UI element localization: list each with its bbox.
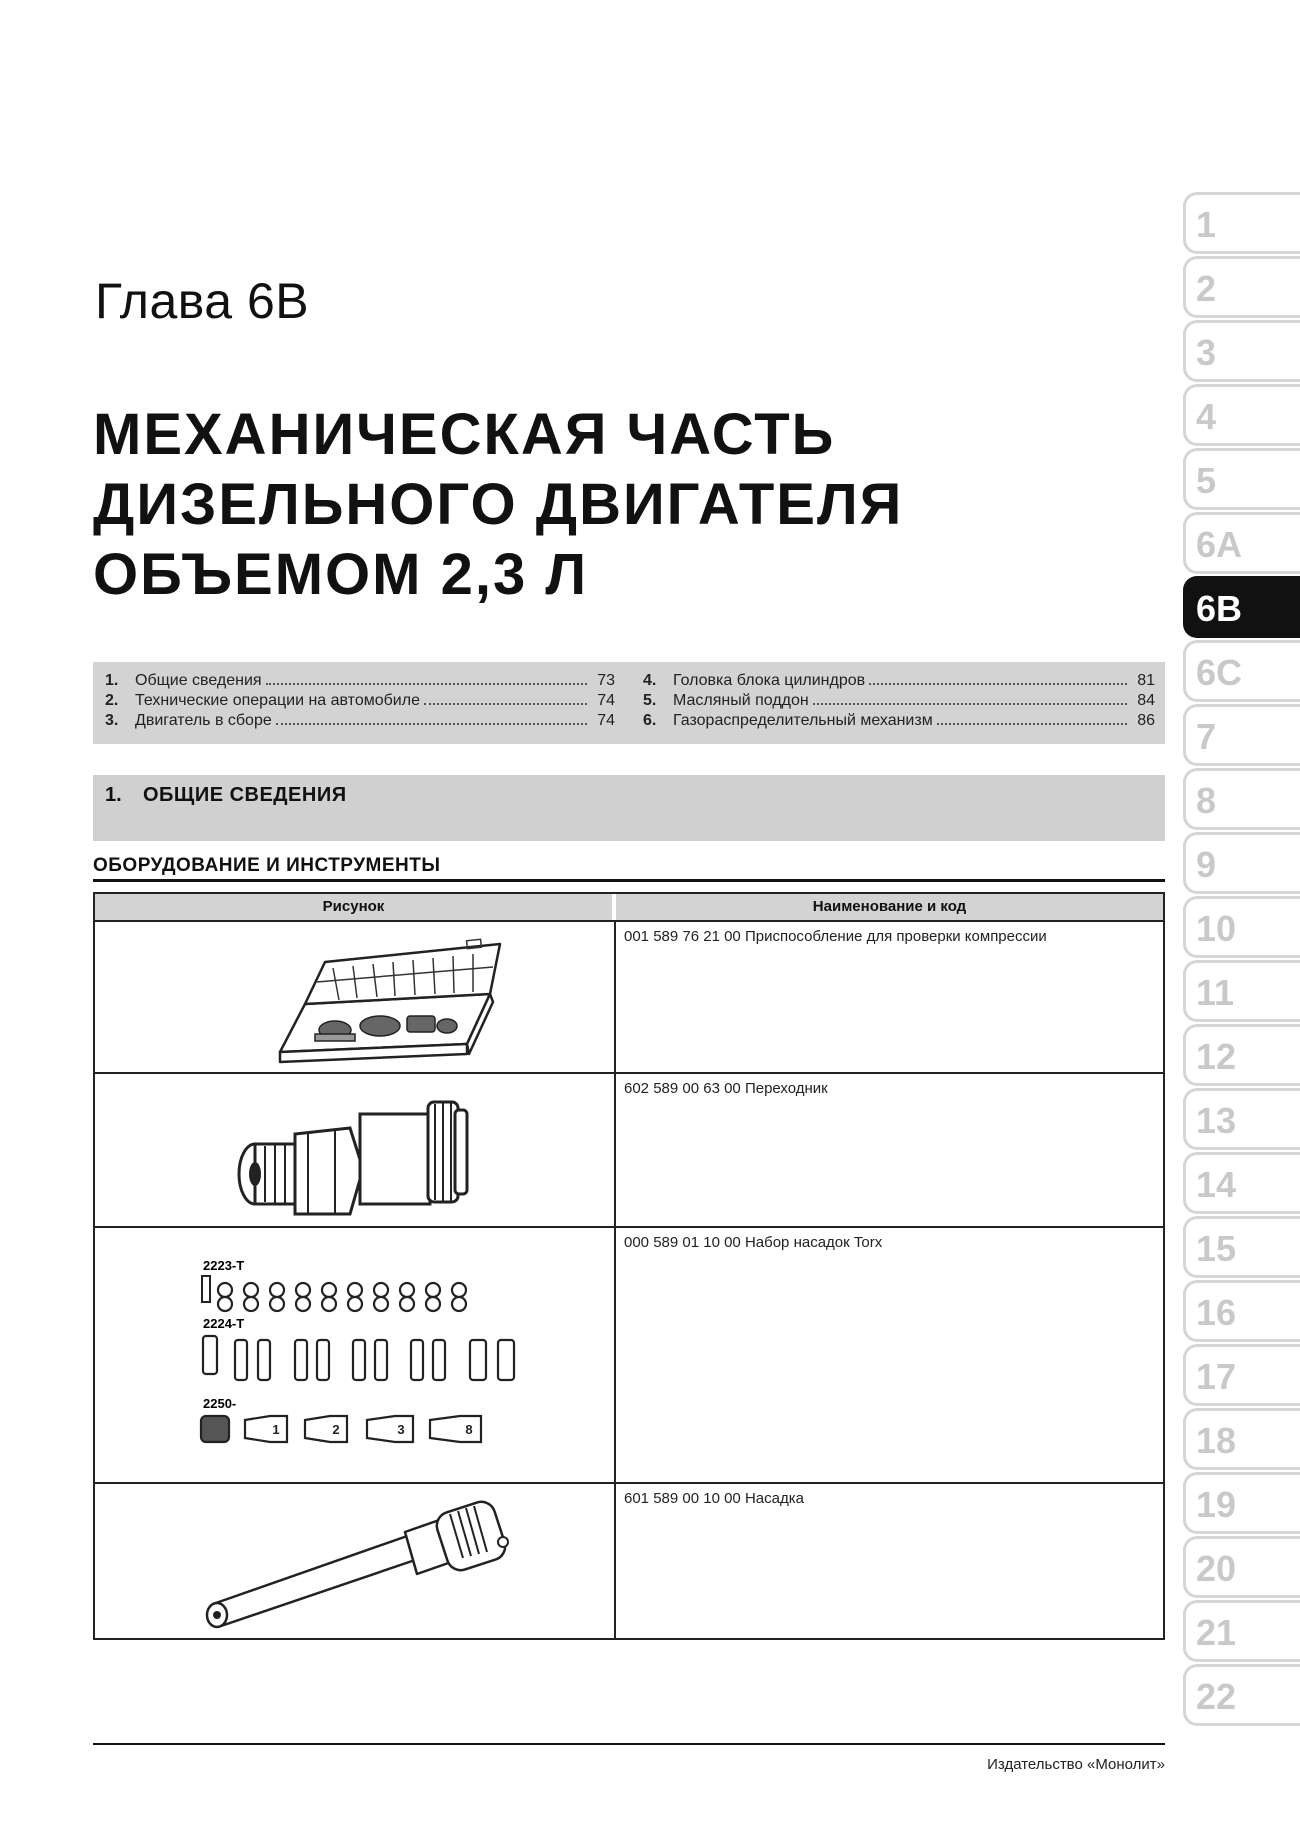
torx-socket-icon <box>218 1283 232 1297</box>
chapter-tab[interactable] <box>1183 704 1300 766</box>
section-number: 1. <box>105 784 122 806</box>
chapter-tab-label: 1 <box>1196 204 1217 245</box>
tools-table <box>93 892 1165 1640</box>
chapter-tab[interactable] <box>1183 1408 1300 1470</box>
header-name: Наименование и код <box>616 894 1163 920</box>
toc-num: 4. <box>643 672 657 689</box>
toc-leader <box>424 702 587 705</box>
chapter-tab[interactable] <box>1183 192 1300 254</box>
chapter-tab[interactable] <box>1183 384 1300 446</box>
chapter-tabs <box>1183 192 1300 1728</box>
chapter-tab[interactable] <box>1183 1088 1300 1150</box>
compression-tester-case-icon <box>95 922 614 1074</box>
chapter-tab-label: 19 <box>1196 1484 1237 1525</box>
picture-cell <box>95 1074 616 1226</box>
torx-bit-icon <box>235 1340 247 1380</box>
toc-text: Общие сведения <box>135 672 262 689</box>
chapter-tab[interactable] <box>1183 640 1300 702</box>
torx-socket-set-icon <box>95 1228 614 1484</box>
title-line: МЕХАНИЧЕСКАЯ ЧАСТЬ <box>93 402 836 467</box>
toc-text: Двигатель в сборе <box>135 712 272 729</box>
toc-entry[interactable] <box>643 692 1155 712</box>
torx-socket-icon <box>374 1283 388 1297</box>
chapter-tab-label: 12 <box>1196 1036 1237 1077</box>
chapter-tab-label: 6C <box>1196 652 1243 693</box>
toc-leader <box>813 702 1127 705</box>
chapter-title <box>93 400 1093 610</box>
bit-size-label: 2 <box>332 1422 340 1437</box>
picture-cell <box>95 922 616 1072</box>
torx-label-2: 2224-T <box>203 1316 245 1331</box>
chapter-tab[interactable] <box>1183 448 1300 510</box>
chapter-tab-label: 6B <box>1196 588 1243 629</box>
tool-name: 601 589 00 10 00 Насадка <box>624 1490 804 1507</box>
toc-num: 1. <box>105 672 119 689</box>
torx-bit-icon <box>433 1340 445 1380</box>
toc-leader <box>276 722 587 725</box>
chapter-tab-label: 10 <box>1196 908 1237 949</box>
torx-socket-icon <box>426 1297 440 1311</box>
toc-text: Технические операции на автомобиле <box>135 692 420 709</box>
chapter-tab-label: 3 <box>1196 332 1217 373</box>
chapter-tab-label: 4 <box>1196 396 1217 437</box>
chapter-tab-label: 13 <box>1196 1100 1237 1141</box>
table-header <box>95 894 1163 922</box>
torx-socket-icon <box>400 1283 414 1297</box>
chapter-tab[interactable] <box>1183 512 1300 574</box>
torx-socket-icon <box>244 1283 258 1297</box>
chapter-tab-label: 5 <box>1196 460 1217 501</box>
torx-bit-icon <box>353 1340 365 1380</box>
table-of-contents <box>93 662 1165 744</box>
chapter-tab[interactable] <box>1183 1344 1300 1406</box>
chapter-tab[interactable] <box>1183 768 1300 830</box>
socket-extension-icon <box>95 1484 614 1638</box>
toc-text: Масляный поддон <box>673 692 809 709</box>
toc-page: 81 <box>1137 672 1155 689</box>
toc-text: Головка блока цилиндров <box>673 672 866 689</box>
torx-bit-icon <box>258 1340 270 1380</box>
chapter-tab-label: 17 <box>1196 1356 1237 1397</box>
toc-leader <box>869 682 1127 685</box>
torx-socket-icon <box>452 1283 466 1297</box>
torx-bit-icon <box>317 1340 329 1380</box>
chapter-tab-label: 7 <box>1196 716 1217 757</box>
torx-socket-icon <box>218 1297 232 1311</box>
chapter-tab-label: 15 <box>1196 1228 1237 1269</box>
chapter-tab[interactable] <box>1183 576 1300 638</box>
torx-bit-icon <box>375 1340 387 1380</box>
torx-socket-icon <box>296 1283 310 1297</box>
torx-socket-icon <box>270 1297 284 1311</box>
table-row <box>95 1228 1163 1484</box>
adapter-icon <box>95 1074 614 1228</box>
chapter-tab[interactable] <box>1183 896 1300 958</box>
toc-page: 73 <box>597 672 615 689</box>
toc-right-column <box>643 672 1155 732</box>
toc-num: 6. <box>643 712 657 729</box>
toc-num: 2. <box>105 692 119 709</box>
table-row <box>95 922 1163 1074</box>
chapter-tab-label: 11 <box>1196 972 1235 1013</box>
chapter-tab-label: 21 <box>1196 1612 1237 1653</box>
torx-bit-icon <box>498 1340 514 1380</box>
chapter-label: Глава 6В <box>95 273 310 329</box>
torx-socket-icon <box>244 1297 258 1311</box>
toc-entry[interactable] <box>105 692 615 712</box>
chapter-tab[interactable] <box>1183 1472 1300 1534</box>
toc-page: 84 <box>1137 692 1155 709</box>
chapter-tab-label: 14 <box>1196 1164 1237 1205</box>
toc-num: 5. <box>643 692 657 709</box>
torx-socket-icon <box>426 1283 440 1297</box>
section-header <box>93 775 1165 841</box>
toc-entry[interactable] <box>105 672 615 692</box>
torx-socket-icon <box>348 1283 362 1297</box>
chapter-tab-label: 6A <box>1196 524 1243 565</box>
torx-socket-icon <box>348 1297 362 1311</box>
toc-text: Газораспределительный механизм <box>673 712 933 729</box>
picture-cell <box>95 1228 616 1482</box>
torx-bit-icon <box>411 1340 423 1380</box>
chapter-tab[interactable] <box>1183 1600 1300 1662</box>
toc-page: 74 <box>597 712 615 729</box>
chapter-tab-label: 22 <box>1196 1676 1237 1717</box>
bit-size-label: 8 <box>465 1422 473 1437</box>
footer-rule <box>93 1743 1165 1745</box>
tool-name: 000 589 01 10 00 Набор насадок Torx <box>624 1234 883 1251</box>
chapter-tab[interactable] <box>1183 1280 1300 1342</box>
chapter-tab[interactable] <box>1183 1152 1300 1214</box>
bit-size-label: 1 <box>272 1422 280 1437</box>
chapter-tab-label: 16 <box>1196 1292 1237 1333</box>
chapter-tab-label: 2 <box>1196 268 1217 309</box>
torx-socket-icon <box>452 1297 466 1311</box>
publisher-footer: Издательство «Монолит» <box>987 1756 1165 1773</box>
toc-entry[interactable] <box>643 672 1155 692</box>
title-line: ОБЪЕМОМ 2,3 Л <box>93 542 589 607</box>
toc-num: 3. <box>105 712 119 729</box>
chapter-tab[interactable] <box>1183 1216 1300 1278</box>
toc-entry[interactable] <box>105 712 615 732</box>
torx-socket-icon <box>400 1297 414 1311</box>
chapter-tab-label: 20 <box>1196 1548 1237 1589</box>
chapter-tab[interactable] <box>1183 1664 1300 1726</box>
torx-bit-icon <box>295 1340 307 1380</box>
torx-label-3: 2250- <box>203 1396 237 1411</box>
chapter-tab-label: 9 <box>1196 844 1217 885</box>
subheading-rule <box>93 879 1165 882</box>
bit-size-label: 3 <box>397 1422 405 1437</box>
toc-left-column <box>105 672 615 732</box>
chapter-tab[interactable] <box>1183 320 1300 382</box>
subheading: ОБОРУДОВАНИЕ И ИНСТРУМЕНТЫ <box>93 855 441 876</box>
torx-socket-icon <box>270 1283 284 1297</box>
toc-leader <box>937 722 1127 725</box>
table-row <box>95 1484 1163 1638</box>
chapter-tab[interactable] <box>1183 832 1300 894</box>
title-line: ДИЗЕЛЬНОГО ДВИГАТЕЛЯ <box>93 472 904 537</box>
toc-page: 86 <box>1137 712 1155 729</box>
torx-socket-icon <box>322 1283 336 1297</box>
chapter-tab[interactable] <box>1183 960 1300 1022</box>
torx-label-1: 2223-T <box>203 1258 245 1273</box>
chapter-tab-label: 18 <box>1196 1420 1237 1461</box>
toc-leader <box>266 682 587 685</box>
chapter-tab[interactable] <box>1183 1024 1300 1086</box>
chapter-tab[interactable] <box>1183 1536 1300 1598</box>
header-picture: Рисунок <box>95 894 616 920</box>
section-title: ОБЩИЕ СВЕДЕНИЯ <box>143 784 347 806</box>
torx-bit-icon <box>470 1340 486 1380</box>
toc-page: 74 <box>597 692 615 709</box>
torx-socket-icon <box>296 1297 310 1311</box>
chapter-tab-label: 8 <box>1196 780 1217 821</box>
picture-cell <box>95 1484 616 1638</box>
tool-name: 001 589 76 21 00 Приспособление для проверки компрессии <box>624 928 1047 945</box>
toc-entry[interactable] <box>643 712 1155 732</box>
torx-socket-icon <box>322 1297 336 1311</box>
torx-socket-icon <box>374 1297 388 1311</box>
chapter-tab[interactable] <box>1183 256 1300 318</box>
tool-name: 602 589 00 63 00 Переходник <box>624 1080 828 1097</box>
table-row <box>95 1074 1163 1228</box>
